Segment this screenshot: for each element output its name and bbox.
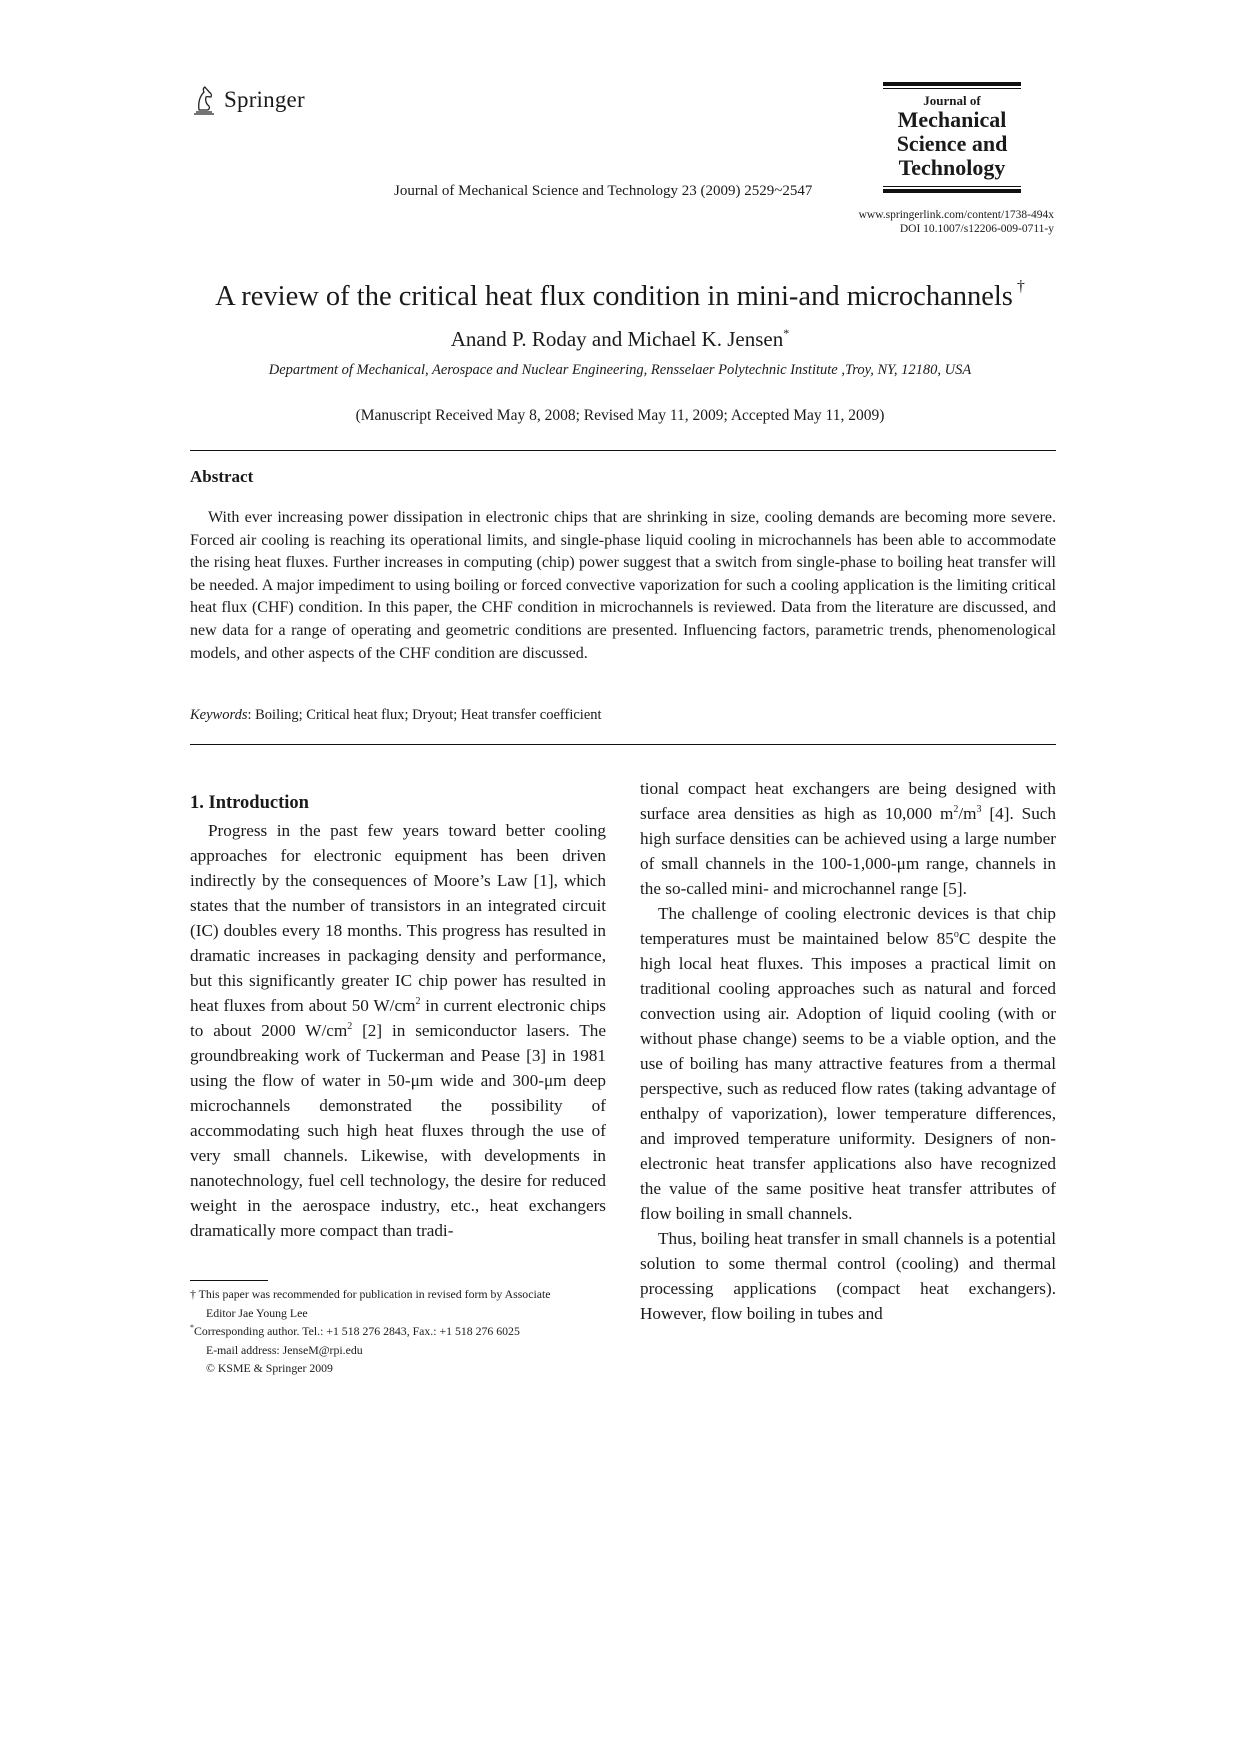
paper-title — [0, 278, 1240, 313]
paper-authors — [0, 326, 1240, 352]
footnote-corresponding: *Corresponding author. Tel.: +1 518 276 2843, Fax.: +1 518 276 6025 — [190, 1323, 520, 1338]
title-footnote-mark: † — [1016, 278, 1025, 295]
keywords-list: : Boiling; Critical heat flux; Dryout; Heat transfer coefficient — [247, 707, 602, 723]
footnotes — [190, 1285, 610, 1378]
manuscript-dates: (Manuscript Received May 8, 2008; Revised May 11, 2009; Accepted May 11, 2009) — [355, 407, 885, 424]
footnote-email: E-mail address: JenseM@rpi.edu — [206, 1342, 363, 1357]
keywords — [190, 707, 602, 724]
author-affiliation: Department of Mechanical, Aerospace and Nuclear Engineering, Rensselaer Polytechnic Institute ,Troy, NY, 12180, USA — [268, 362, 972, 378]
journal-logo-name: Mechanical Science and Technology — [896, 107, 1008, 180]
corresponding-author-mark: * — [783, 326, 790, 340]
footnote-copyright: © KSME & Springer 2009 — [206, 1361, 333, 1375]
journal-logo-small-text: Journal of — [923, 93, 981, 108]
journal-logo — [883, 82, 1021, 193]
paragraph: The challenge of cooling electronic devices is that chip temperatures must be maintained below 85$^o$C despite the high local heat fluxes. This imposes a practical limit on traditional cooling approaches such as natural and forced convection using air. Adoption of liquid cooling (with or without phase change) seems to be a viable option, and the use of boiling has many attractive features from a thermal perspective, such as reduced flow rates (taking advantage of enthalpy of vaporization), lower temperature differences, and improved temperature uniformity. Designers of non-electronic heat transfer applications also have recognized the value of the same positive heat transfer attributes of flow boiling in small channels. — [640, 904, 1056, 1223]
footnote-review-cont: Editor Jae Young Lee — [206, 1305, 308, 1320]
journal-citation: Journal of Mechanical Science and Technology 23 (2009) 2529~2547 — [394, 183, 813, 199]
publisher-logo — [190, 84, 305, 116]
footnote-divider — [190, 1280, 268, 1281]
paragraph: tional compact heat exchangers are being designed with surface area densities as high as 10,000 $m^2/m^3$ [4]. Such high surface densities can be achieved using a large number of small channels in the 100-1,000-μm range, channels in the so-called mini- and microchannel range [5]. — [640, 779, 1057, 898]
divider — [190, 744, 1056, 745]
section-heading: 1. Introduction — [190, 793, 309, 813]
paragraph: Thus, boiling heat transfer in small channels is a potential solution to some thermal control (cooling) and thermal processing applications (compact heat exchangers). However, flow boiling in tubes and — [640, 1229, 1056, 1323]
publisher-name: Springer — [224, 87, 305, 112]
divider — [190, 450, 1056, 451]
doi: DOI 10.1007/s12206-009-0711-y — [899, 223, 1054, 235]
column-right — [640, 776, 1056, 1326]
springer-horse-icon — [190, 84, 218, 116]
abstract-heading: Abstract — [190, 467, 254, 486]
publication-links — [859, 208, 1054, 236]
paper-title-text: A review of the critical heat flux condition in mini-and microchannels — [215, 281, 1013, 312]
keywords-label: Keywords — [190, 707, 248, 723]
column-left — [190, 818, 606, 1243]
journal-url[interactable]: www.springerlink.com/content/1738-494x — [858, 209, 1054, 221]
footnote-review: † This paper was recommended for publication in revised form by Associate — [190, 1287, 551, 1301]
authors-text: Anand P. Roday and Michael K. Jensen — [450, 327, 784, 351]
paragraph: Progress in the past few years toward better cooling approaches for electronic equipment has been driven indirectly by the consequences of Moore’s Law [1], which states that the number of transistors in an integrated circuit (IC) doubles every 18 months. This progress has resulted in dramatic increases in packaging density and performance, but this significantly greater IC chip power has resulted in heat fluxes from about 50 $W/cm^2$ in current electronic chips to about 2000 $W/cm^2$ [2] in semiconductor lasers. The groundbreaking work of Tuckerman and Pease [3] in 1981 using the flow of water in 50-μm wide and 300-μm deep microchannels demonstrated the possibility of accommodating such high heat fluxes through the use of very small channels. Likewise, with developments in nanotechnology, fuel cell technology, the desire for reduced weight in the aerospace industry, etc., heat exchangers dramatically more compact than tradi- — [190, 821, 606, 1240]
abstract-body: With ever increasing power dissipation in electronic chips that are shrinking in size, cooling demands are becoming more severe. Forced air cooling is reaching its operational limits, and single-phase liquid cooling in microchannels has been able to accommodate the rising heat fluxes. Further increases in computing (chip) power suggest that a switch from single-phase to boiling heat transfer will be needed. A major impediment to using boiling or forced convective vaporization for such a cooling application is the limiting critical heat flux (CHF) condition. In this paper, the CHF condition in microchannels is reviewed. Data from the literature are discussed, and new data for a range of operating and geometric conditions are presented. Influencing factors, parametric trends, phenomenological models, and other aspects of the CHF condition are discussed. — [190, 509, 1056, 662]
